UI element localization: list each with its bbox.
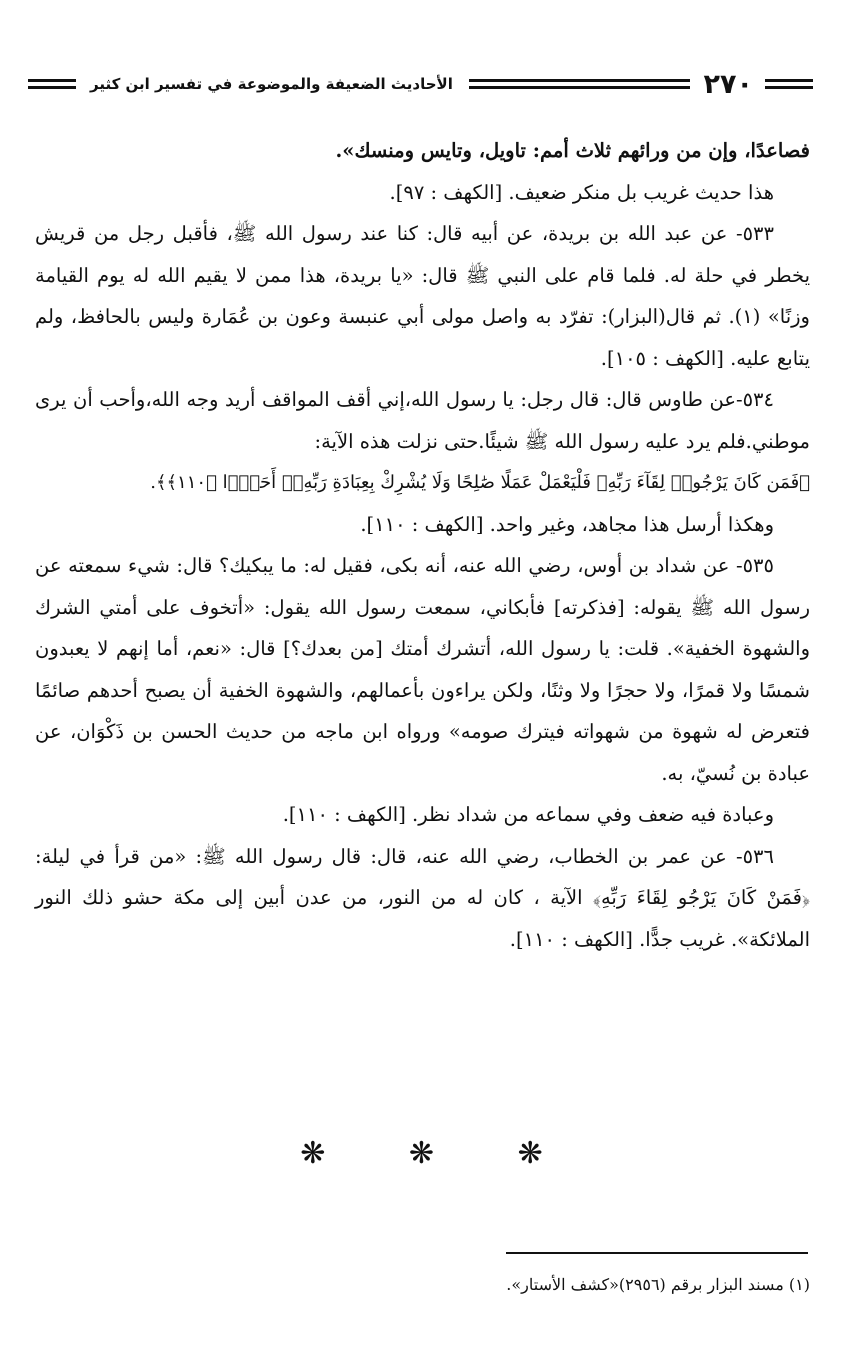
paragraph: هذا حديث غريب بل منكر ضعيف. [الكهف : ٩٧]. (389, 180, 774, 204)
hadith-536: ٥٣٦- عن عمر بن الخطاب، رضي الله عنه، قال: قال رسول الله ﷺ: «من قرأ في ليلة: ﴿فَمَنْ كَانَ يَرْجُو لِقَاءَ رَبِّهِ﴾ الآية ، كان له من النور، من عدن أبين إلى مكة حشو ذلك النور الملائكة». غريب جدًّا. [الكهف : ١١٠]. (35, 844, 810, 951)
running-header (28, 62, 813, 106)
paragraph: وهكذا أرسل هذا مجاهد، وغير واحد. [الكهف : ١١٠]. (360, 512, 774, 536)
header-rule-left (28, 79, 76, 89)
section-separator (0, 1136, 843, 1171)
star-ornament: ❋ (300, 1136, 326, 1171)
page-number: ٢٧٠ (703, 68, 753, 100)
paragraph: وعبادة فيه ضعف وفي سماعه من شداد نظر. [الكهف : ١١٠]. (282, 803, 774, 826)
header-rule-middle (469, 79, 690, 89)
book-title: الأحاديث الضعيفة والموضوعة في تفسير ابن كثير (90, 75, 453, 93)
star-ornament: ❋ (517, 1136, 543, 1171)
hadith-535: ٥٣٥- عن شداد بن أوس، رضي الله عنه، أنه بكى، فقيل له: ما يبكيك؟ قال: شيء سمعته عن رسول الله ﷺ يقوله: [فذكرته] فأبكاني، سمعت رسول الله يقول: «أتخوف على أمتي الشرك والشهوة الخفية». قلت: يا رسول الله، أتشرك أمتك [من بعدك؟] قال: «نعم، أما إنهم لا يعبدون شمسًا ولا قمرًا، ولا حجرًا ولا وثنًا، ولكن يراءون بأعمالهم، والشهوة الخفية أن يصبح أحدهم صائمًا فتعرض له شهوة من شهواته فيترك صومه» ورواه ابن ماجه من حديث الحسن بن ذَكْوَان، عن عبادة بن نُسيّ، به. (35, 554, 810, 785)
footnote-rule (506, 1252, 808, 1254)
main-text (35, 130, 810, 960)
paragraph: فصاعدًا، وإن من ورائهم ثلاث أمم: تاويل، وتايس ومنسك». (335, 139, 810, 162)
star-ornament: ❋ (408, 1136, 435, 1171)
hadith-534: ٥٣٤-عن طاوس قال: قال رجل: يا رسول الله،إني أقف المواقف أريد وجه الله،وأحب أن يرى موطني.فلم يرد عليه رسول الله ﷺ شيئًا.حتى نزلت هذه الآية: (35, 388, 810, 453)
quran-verse: ﴿فَمَن كَانَ يَرْجُوا۟ لِقَآءَ رَبِّهِۦ فَلْيَعْمَلْ عَمَلًا صَٰلِحًا وَلَا يُشْرِكْ بِعِبَادَةِ رَبِّهِۦٓ أَحَدًۢا ﴿١١٠﴾﴾. (150, 472, 810, 493)
hadith-533: ٥٣٣- عن عبد الله بن بريدة، عن أبيه قال: كنا عند رسول الله ﷺ، فأقبل رجل من قريش يخطر في حلة له. فلما قام على النبي ﷺ قال: «يا بريدة، هذا ممن لا يقيم الله له يوم القيامة وزنًا» (١). ثم قال(البزار): تفرّد به واصل مولى أبي عنبسة وعون بن عُمَارة وليس بالحافظ، ولم يتابع عليه. [الكهف : ١٠٥]. (35, 222, 810, 370)
footnote: (١) مسند البزار برقم (٢٩٥٦)«كشف الأستار». (506, 1275, 810, 1294)
header-rule-right (765, 79, 813, 89)
